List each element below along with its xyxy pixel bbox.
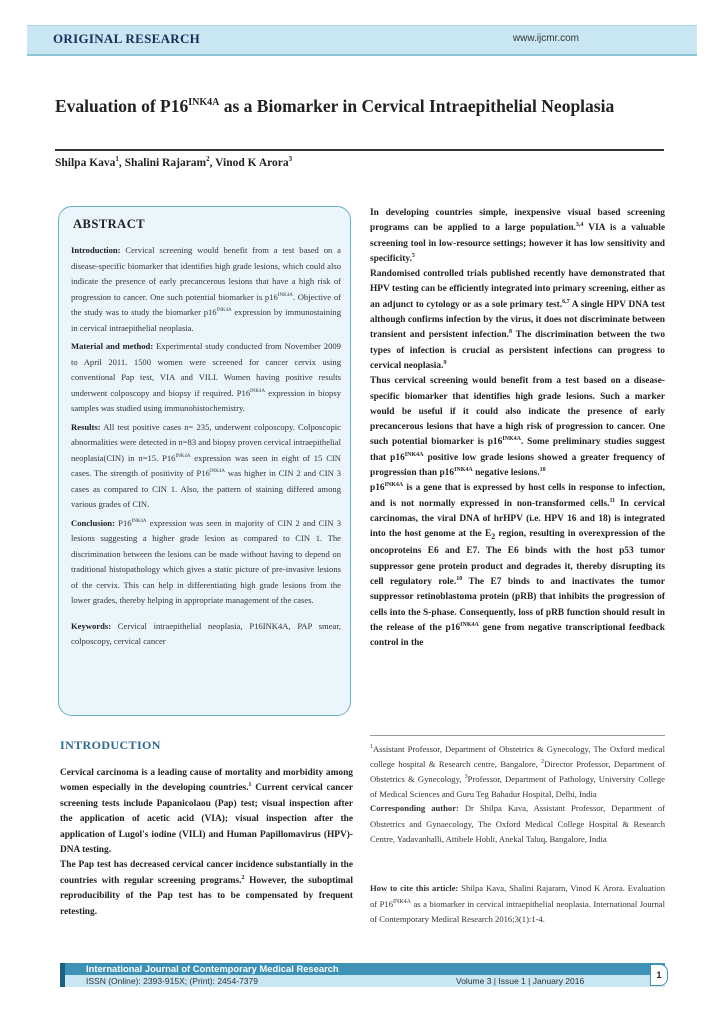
ink4a-sup: INK4A xyxy=(404,451,424,458)
citation-ref: 10 xyxy=(539,466,546,473)
footer-journal-name: International Journal of Contemporary Medical Research xyxy=(86,963,339,974)
introduction-heading: INTRODUCTION xyxy=(60,738,161,752)
abstract-body xyxy=(71,243,341,653)
abstract-heading: ABSTRACT xyxy=(73,217,146,231)
methods-text: expression in biopsy samples was studied using immunohistochemistry. xyxy=(71,387,341,413)
title-suffix: as a Biomarker in Cervical Intraepithelial Neoplasia xyxy=(219,96,615,116)
author-separator: , xyxy=(209,157,216,169)
corresponding-text: Dr Shilpa Kava, Assistant Professor, Department of Obstetrics and Gynaecology, The Oxford Medical College Hospital & Research Centre, Yadavanhalli, Attibele Hobli, Anekal Taluq, Bangalore, India xyxy=(370,803,665,844)
citation-ref: 10 xyxy=(456,575,463,582)
corresponding-author xyxy=(370,801,665,848)
article-title xyxy=(55,95,655,117)
author-list xyxy=(55,157,292,169)
results-text: expression was seen in eight of 15 CIN cases. The strength of positivity of P16 xyxy=(71,452,341,478)
intro-text: expression by immunostaining in cervical intraepithelial neoplasia. xyxy=(71,307,342,333)
how-to-cite xyxy=(370,881,665,928)
introduction-body xyxy=(60,766,353,920)
citation-ref: 9 xyxy=(443,359,447,366)
abstract-keywords xyxy=(71,619,341,650)
paragraph-text: p16 xyxy=(370,483,385,494)
paragraph-text: Current cervical cancer screening tests include Papanicolaou (Pap) test; visual inspection after the application of acetic acid (VIA); visual inspection after the application of Lugol's iodine (VILI) and Human Papillomavirus (HPV)-DNA testing. xyxy=(60,783,353,856)
intro-label: Introduction: xyxy=(71,245,121,255)
affiliation-text: Director Professor, Department of Obstetrics & Gynecology, xyxy=(370,759,665,784)
paragraph-text: Thus cervical screening would benefit from a test based on a disease-specific biomarker that identifies high grade lesions. Such a marker would be useful if it could also indicate the presence of early precancerous lesions that have a high risk of progression to cancer. One such potential biomarker is p16 xyxy=(370,376,665,448)
ink4a-sup: INK4A xyxy=(393,898,412,905)
title-rule xyxy=(55,149,664,151)
footer-volume: Volume 3 | Issue 1 | January 2016 xyxy=(456,976,585,986)
author-name: Shalini Rajaram xyxy=(124,157,207,169)
paragraph-text: positive low grade lesions showed a greater frequency of progression than p16 xyxy=(370,452,665,479)
cite-text: as a biomarker in cervical intraepithelial neoplasia. International Journal of Contemporary Medical Research 2016;3(1):1-4. xyxy=(370,898,665,924)
ink4a-sup: INK4A xyxy=(131,518,147,524)
header-bar xyxy=(27,25,697,56)
author-separator: , xyxy=(118,157,125,169)
keywords-label: Keywords: xyxy=(71,620,112,631)
ink4a-sup: INK4A xyxy=(460,621,479,628)
citation-ref: 3,4 xyxy=(575,222,584,229)
body-paragraph xyxy=(370,481,665,651)
ink4a-sup: INK4A xyxy=(216,308,232,314)
keywords-text: Cervical intraepithelial neoplasia, P16INK4A, PAP smear, colposcopy, cervical cancer xyxy=(71,620,341,646)
subscript: 2 xyxy=(491,532,496,542)
affiliation-text: Professor, Department of Pathology, University College of Medical Sciences and Guru Teg Bahadur Hospital, Delhi, India xyxy=(370,774,665,799)
author-affiliation-mark: 2 xyxy=(206,155,210,164)
title-prefix: Evaluation of P16 xyxy=(55,96,189,116)
citation-ref: 8 xyxy=(508,329,512,336)
intro-paragraph xyxy=(60,858,353,920)
ink4a-sup: INK4A xyxy=(250,388,266,394)
page-number: 1 xyxy=(650,964,668,986)
citation-ref: 5 xyxy=(411,252,415,259)
abstract-box xyxy=(58,206,351,716)
paragraph-text: However, the suboptimal reproducibility of the Pap test has to be compensated by frequent retesting. xyxy=(60,875,353,917)
author-affiliation-mark: 3 xyxy=(288,155,293,164)
abstract-conclusion xyxy=(71,516,341,609)
paragraph-text: The E7 binds to and inactivates the tumor suppressor retinoblastoma protein (pRB) that inhibits the progression of cells into the S-phase. Consequently, loss of pRB function should result in the release of the p16 xyxy=(370,577,665,633)
conclusion-text: expression was seen in majority of CIN 2 and CIN 3 lesions suggesting a higher grade lesion as compared to CIN 1. The discrimination between the lesions can be made without having to depend on traditional histopathology which gives a static picture of pre-invasive lesions of the cervix. This can help in differentiating high grade lesions from the lower grades, thereby helping in appropriate management of the cases. xyxy=(71,517,341,605)
paragraph-text: Randomised controlled trials published recently have demonstrated that HPV testing can be efficiently integrated into primary screening, either as an adjunct to cytology or as a sole primary test. xyxy=(370,269,665,310)
intro-paragraph xyxy=(60,766,353,858)
intro-text: Cervical screening would benefit from a test based on a disease-specific biomarker that identifies high grade lesions, which could also indicate the presence of early precancerous lesions that have a high risk of progression to cancer. One such potential biomarker is p16 xyxy=(71,245,341,302)
results-text: All test positive cases n= 235, underwent colposcopy. Colposcopic abnormalities were detected in n=83 and biopsy proven cervical intraepithelial neoplasia(CIN) in n=15. P16 xyxy=(71,421,341,463)
paragraph-text: Cervical carcinoma is a leading cause of mortality and morbidity among women especially in the developing countries. xyxy=(60,768,353,794)
paragraph-text: In cervical carcinomas, the viral DNA of hrHPV (i.e. HPV 16 and 18) is integrated into the host genome at the E xyxy=(370,498,665,540)
ink4a-sup: INK4A xyxy=(175,453,191,459)
body-paragraph xyxy=(370,206,665,267)
author-name: Shilpa Kava xyxy=(55,157,116,169)
paragraph-text: The Pap test has decreased cervical cancer incidence substantially in the countries with regular screening programs. xyxy=(60,860,353,886)
body-paragraph xyxy=(370,374,665,481)
conclusion-text: P16 xyxy=(114,517,132,528)
results-label: Results: xyxy=(71,421,101,432)
paragraph-text: In developing countries simple, inexpensive visual based screening programs can be applied to a large population. xyxy=(370,208,665,234)
paragraph-text: VIA is a valuable screening tool in low-resource settings; however it has low sensitivity and specificity. xyxy=(370,223,665,264)
ink4a-sup: INK4A xyxy=(454,466,473,473)
methods-label: Material and method: xyxy=(71,341,154,351)
author-affiliation-mark: 1 xyxy=(115,155,119,164)
cite-text: Shilpa Kava, Shalini Rajaram, Vinod K Arora. Evaluation of P16 xyxy=(370,883,666,909)
affiliation-divider xyxy=(370,735,665,736)
right-column-body xyxy=(370,206,665,651)
affiliations xyxy=(370,742,665,802)
intro-text: . Objective of the study was to study the biomarker p16 xyxy=(71,291,341,317)
journal-url[interactable]: www.ijcmr.com xyxy=(512,33,579,44)
methods-text: Experimental study conducted from November 2009 to April 2011. 1500 women were screened for cancer cervix using conventional Pap test, VIA and VILI. Women having positive results underwent colposcopy and biopsy if required. P16 xyxy=(71,341,341,398)
citation-ref: 6,7 xyxy=(562,298,570,305)
paragraph-text: gene from negative transcriptional feedback control in the xyxy=(370,622,665,649)
paragraph-text: region, resulting in overexpression of the oncoproteins E6 and E7. The E6 binds with the host p53 tumor suppressor gene protein product and degrades it, thereby disrupting its cell regulatory role. xyxy=(370,529,666,587)
abstract-results xyxy=(71,420,341,513)
conclusion-label: Conclusion: xyxy=(71,517,115,528)
title-superscript: INK4A xyxy=(188,97,220,109)
paragraph-text: A single HPV DNA test although confirms infection by the virus, it does not discriminate between transient and persistent infection. xyxy=(370,299,666,341)
citation-ref: 2 xyxy=(241,874,245,881)
paragraph-text: negative lesions. xyxy=(472,468,540,479)
corresponding-label: Corresponding author: xyxy=(370,803,459,813)
cite-label: How to cite this article: xyxy=(370,883,459,893)
ink4a-sup: INK4A xyxy=(502,436,521,443)
ink4a-sup: INK4A xyxy=(384,482,404,489)
body-paragraph xyxy=(370,267,665,374)
affiliation-text: Assistant Professor, Department of Obstetrics & Gynecology, The Oxford medical college hospital & Research centre, Bangalore, xyxy=(370,744,665,769)
section-tag: ORIGINAL RESEARCH xyxy=(53,31,201,46)
affiliation-mark: 3 xyxy=(464,774,468,781)
author-name: Vinod K Arora xyxy=(215,157,289,169)
affiliation-mark: 2 xyxy=(541,759,545,766)
paragraph-text: is a gene that is expressed by host cells in response to infection, and is not normally expressed in non-transformed cells. xyxy=(370,483,665,509)
results-text: was higher in CIN 2 and CIN 3 cases as compared to CIN 1. Also, the pattern of staining differed among various grades of CIN. xyxy=(71,468,341,509)
affiliation-mark: 1 xyxy=(370,744,373,751)
paragraph-text: The discrimination between the two types of infection is crucial as persistent infections can progress to cervical neoplasia. xyxy=(370,330,666,371)
ink4a-sup: INK4A xyxy=(277,292,293,298)
ink4a-sup: INK4A xyxy=(209,469,225,475)
citation-ref: 11 xyxy=(609,497,616,504)
abstract-introduction xyxy=(71,243,341,336)
footer-issn: ISSN (Online): 2393-915X; (Print): 2454-7379 xyxy=(86,976,258,986)
citation-ref: 1 xyxy=(248,782,252,789)
abstract-methods xyxy=(71,339,341,417)
paragraph-text: . Some preliminary studies suggest that p16 xyxy=(370,437,665,463)
